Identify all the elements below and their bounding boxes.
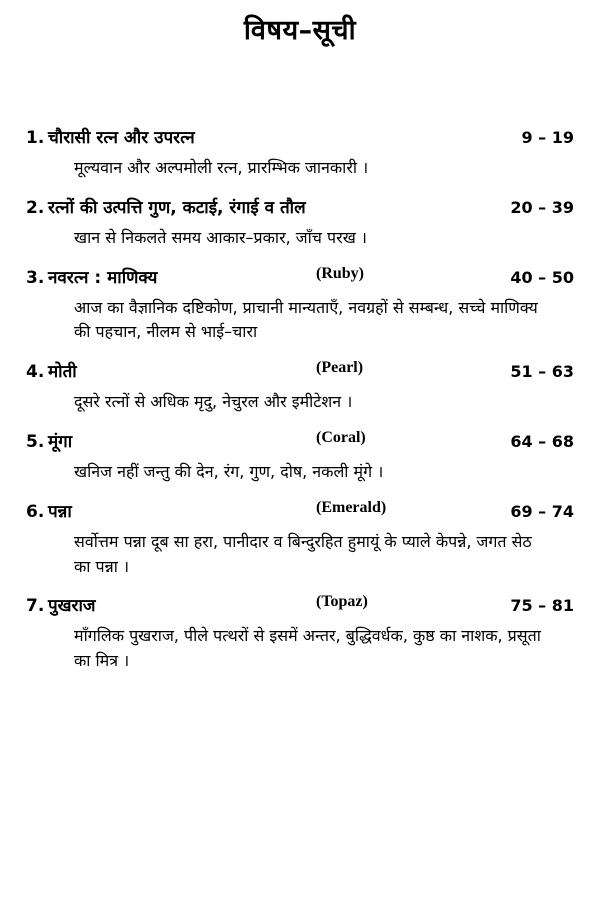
toc-entry-pages: 75 – 81	[510, 596, 574, 616]
toc-entry-header	[26, 593, 574, 616]
toc-entry-header	[26, 125, 574, 148]
toc-entry-title: मूंगा	[48, 431, 73, 452]
toc-entry-number: 6.	[26, 501, 45, 522]
toc-entry-english-name: (Ruby)	[316, 264, 365, 282]
toc-entry-pages: 51 – 63	[510, 362, 574, 382]
toc-entry-number: 4.	[26, 362, 45, 383]
toc-entry-description: माँगलिक पुखराज, पीले पत्थरों से इसमें अन्तर, बुद्धिवर्धक, कुष्ठ का नाशक, प्रसूता का मित्र ।	[74, 626, 541, 671]
toc-entry-title: पुखराज	[48, 596, 96, 617]
page-title: विषय–सूची	[243, 15, 357, 46]
toc-entry[interactable]	[26, 499, 574, 580]
toc-entry-english-name: (Emerald)	[316, 498, 387, 516]
toc-entry[interactable]	[26, 195, 574, 251]
toc-entry-description: मूल्यवान और अल्पमोली रत्न, प्रारम्भिक जानकारी ।	[74, 158, 369, 177]
toc-entry-title: मोती	[48, 362, 77, 383]
toc-entry[interactable]	[26, 359, 574, 415]
toc-entry-pages: 20 – 39	[510, 197, 574, 217]
toc-entry[interactable]	[26, 429, 574, 485]
toc-entry-pages: 9 – 19	[521, 128, 574, 147]
toc-entry-header	[26, 359, 574, 382]
toc-entry-header	[26, 499, 574, 522]
toc-entry-title: चौरासी रत्न और उपरत्न	[48, 128, 195, 148]
toc-entry-title: पन्ना	[48, 501, 72, 522]
toc-entry-description: दूसरे रत्नों से अधिक मृदु, नेचुरल और इमीटेशन ।	[74, 392, 353, 412]
toc-entry-description: खान से निकलते समय आकार–प्रकार, जाँच परख ।	[74, 227, 367, 247]
table-of-contents	[26, 125, 574, 674]
toc-entry-description: सर्वोत्तम पन्ना दूब सा हरा, पानीदार व बिन्दुरहित हुमायूं के प्याले केपन्ने, जगत सेठ का पन्ना ।	[74, 531, 532, 576]
toc-entry-number: 7.	[26, 596, 45, 617]
toc-entry-english-name: (Pearl)	[316, 359, 364, 377]
document-page	[0, 10, 600, 905]
toc-entry-title: नवरत्न : माणिक्य	[48, 267, 158, 288]
toc-entry[interactable]	[26, 125, 574, 181]
toc-entry-number: 1.	[26, 128, 45, 148]
toc-entry-pages: 69 – 74	[510, 501, 574, 521]
toc-entry-number: 5.	[26, 431, 45, 452]
toc-entry-english-name: (Topaz)	[316, 593, 368, 611]
toc-entry-header	[26, 429, 574, 452]
toc-entry-pages: 64 – 68	[510, 431, 574, 451]
toc-entry-header	[26, 265, 574, 288]
toc-entry-english-name: (Coral)	[316, 428, 366, 446]
toc-entry-number: 3.	[26, 267, 45, 288]
toc-entry-number: 2.	[26, 197, 45, 218]
toc-entry-header	[26, 195, 574, 218]
toc-entry[interactable]	[26, 265, 574, 346]
toc-entry-pages: 40 – 50	[510, 267, 574, 287]
toc-entry[interactable]	[26, 593, 574, 674]
toc-entry-description: खनिज नहीं जन्तु की देन, रंग, गुण, दोष, नकली मूंगे ।	[74, 461, 384, 481]
toc-entry-description: आज का वैज्ञानिक दष्टिकोण, प्राचानी मान्यताएँ, नवग्रहों से सम्बन्ध, सच्चे माणिक्य की पहचान, नीलम से भाई–चारा	[74, 297, 538, 342]
toc-entry-title: रत्नों की उत्पत्ति गुण, कटाई, रंगाई व तौल	[48, 197, 306, 218]
